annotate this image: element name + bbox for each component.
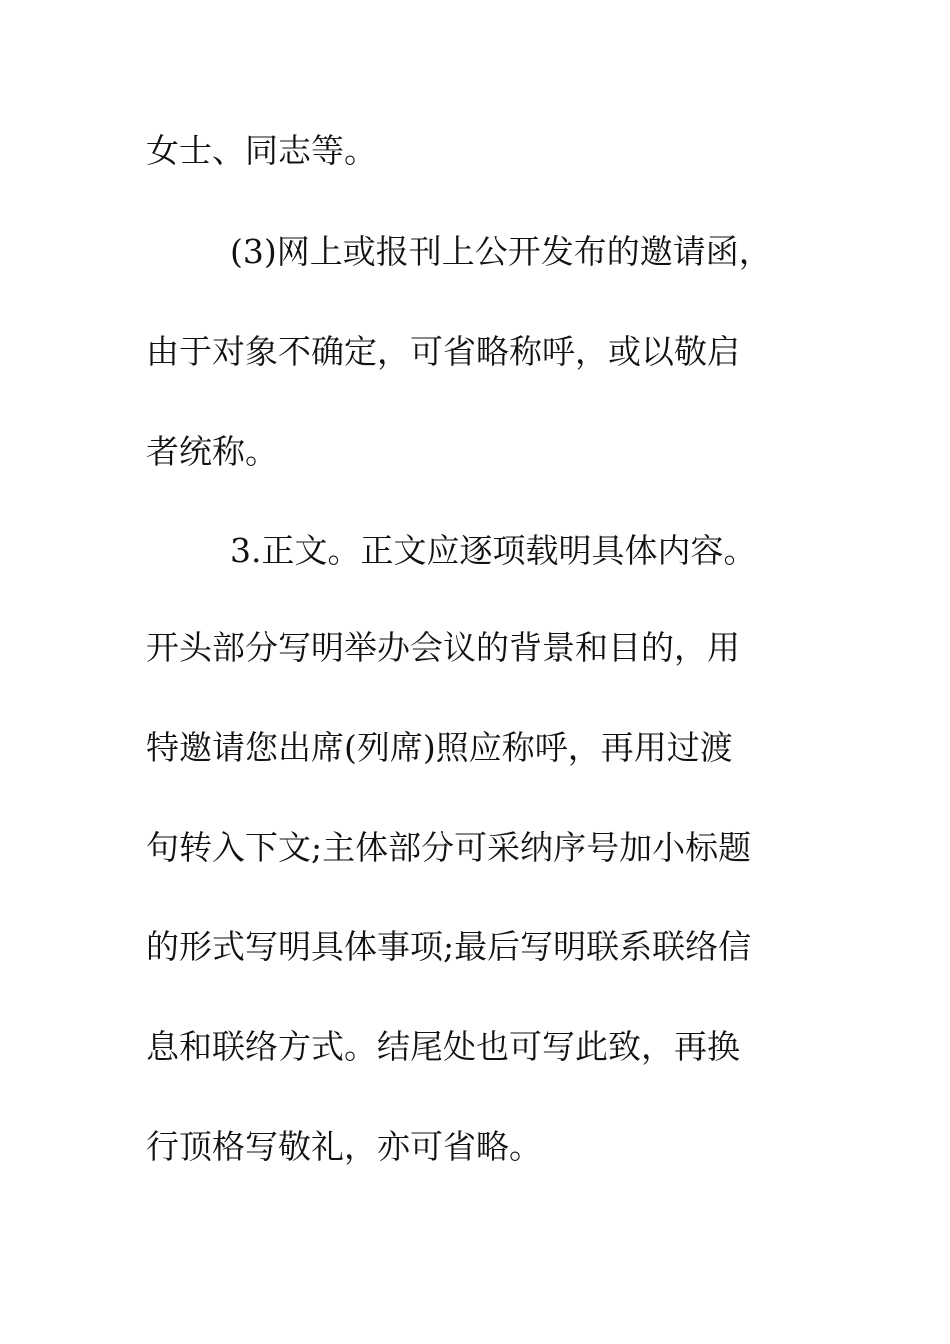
text-line-10: 息和联络方式。结尾处也可写此致，再换 [146,1027,740,1066]
text-line-4: 者统称。 [146,432,278,471]
text-line-11: 行顶格写敬礼，亦可省略。 [146,1127,542,1166]
text-line-8: 句转入下文;主体部分可采纳序号加小标题 [146,828,752,867]
text-line-6: 开头部分写明举办会议的背景和目的，用 [146,628,740,667]
text-line-1: 女士、同志等。 [146,131,377,170]
text-line-2: (3)网上或报刊上公开发布的邀请函， [230,232,772,271]
text-line-7: 特邀请您出席(列席)照应称呼，再用过渡 [146,728,733,767]
text-line-5: 3.正文。正文应逐项载明具体内容。 [230,531,757,570]
text-line-3: 由于对象不确定，可省略称呼，或以敬启 [146,332,740,371]
text-line-9: 的形式写明具体事项;最后写明联系联络信 [146,927,752,966]
